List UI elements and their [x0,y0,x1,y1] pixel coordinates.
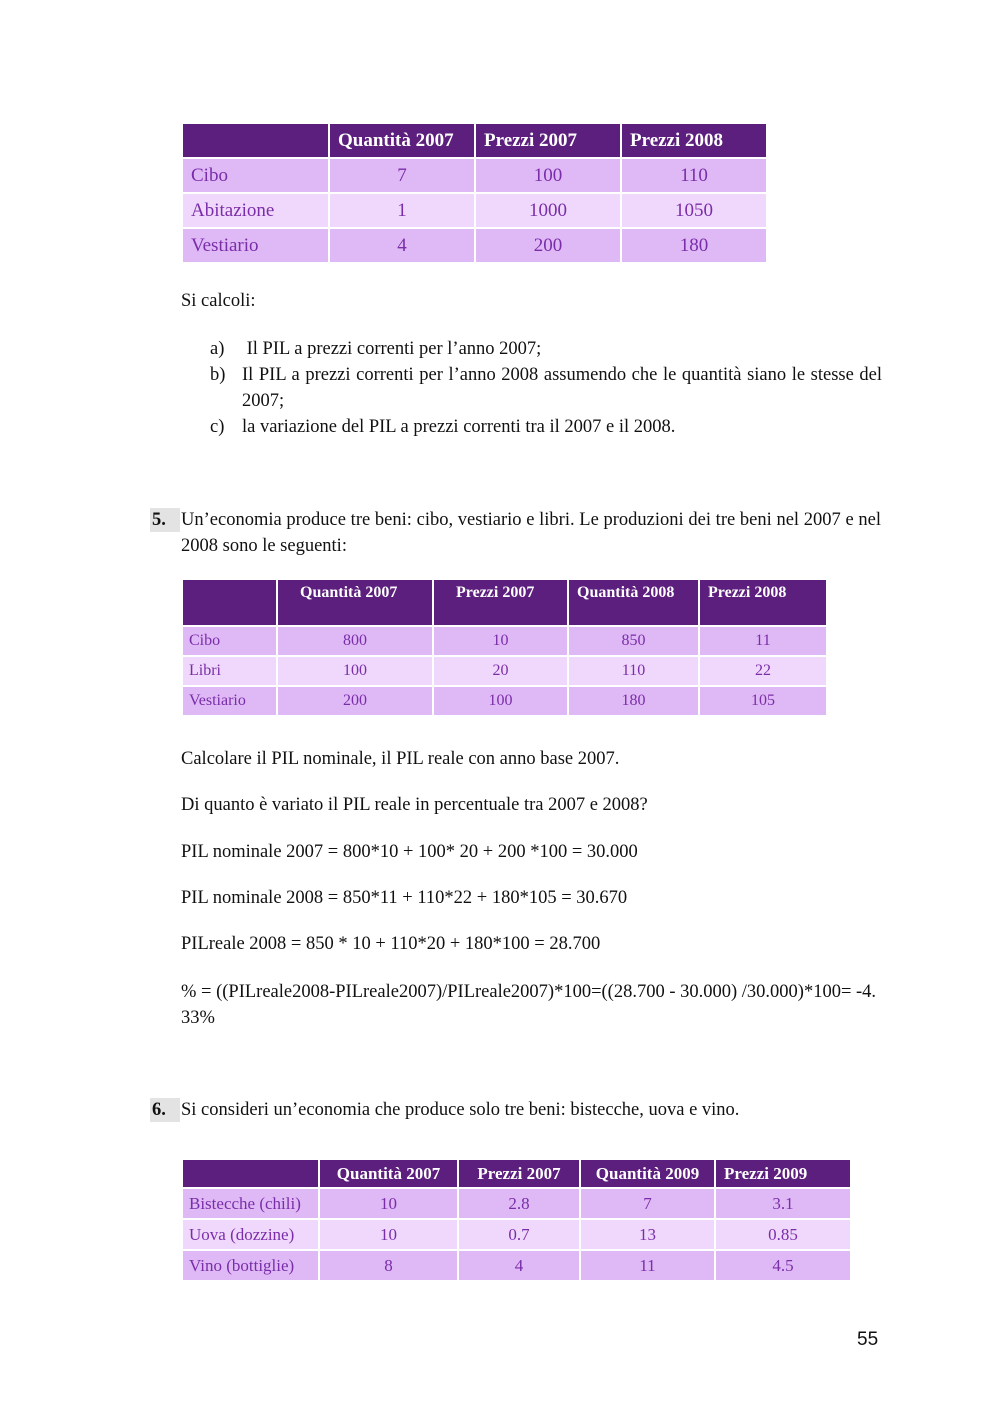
row-label: Libri [183,656,277,686]
table-goods-2007-2008-quantities [183,580,826,715]
table-header-cell: Quantità 2007 [319,1160,458,1188]
table-cell: 800 [277,626,433,656]
table-header-cell: Quantità 2008 [568,580,699,626]
table-cell: 180 [568,686,699,715]
table-header-cell: Quantità 2009 [580,1160,715,1188]
formula-line: PIL nominale 2008 = 850*11 + 110*22 + 180*105 = 30.670 [181,888,628,908]
table-cell: 10 [319,1188,458,1219]
table-header-cell: Prezzi 2008 [699,580,826,626]
table-row [183,656,826,686]
table-header-cell: Prezzi 2007 [458,1160,580,1188]
table-row [183,626,826,656]
question-number: 5. [150,508,180,532]
table-cell: 20 [433,656,568,686]
list-item-text: Il PIL a prezzi correnti per l’anno 2008 assumendo che le quantità siano le stesse del 2007; [242,365,882,411]
list-item-text: la variazione del PIL a prezzi correnti tra il 2007 e il 2008. [242,417,676,437]
table-cell: 4.5 [715,1250,850,1280]
row-label: Vestiario [183,228,329,262]
table-goods-2007-2008 [183,124,766,262]
table-cell: 11 [699,626,826,656]
row-label: Vestiario [183,686,277,715]
row-label: Bistecche (chili) [183,1188,319,1219]
table-header-cell: Quantità 2007 [329,124,475,158]
table-cell: 10 [319,1219,458,1250]
table-cell: 7 [580,1188,715,1219]
row-label: Uova (dozzine) [183,1219,319,1250]
row-label: Vino (bottiglie) [183,1250,319,1280]
table-cell: 13 [580,1219,715,1250]
row-label: Abitazione [183,193,329,228]
table-cell: 100 [433,686,568,715]
table-header-cell: Prezzi 2009 [715,1160,850,1188]
table-cell: 180 [621,228,766,262]
list-letter: c) [210,417,225,437]
table-header-cell: Quantità 2007 [277,580,433,626]
table-row [183,1219,850,1250]
row-label: Cibo [183,158,329,193]
formula-line: PIL nominale 2007 = 800*10 + 100* 20 + 200 *100 = 30.000 [181,842,638,862]
table-cell: 4 [458,1250,580,1280]
table-cell: 22 [699,656,826,686]
table-cell: 4 [329,228,475,262]
table-row [183,1188,850,1219]
table-cell: 8 [319,1250,458,1280]
table-header-cell: Prezzi 2008 [621,124,766,158]
table-cell: 110 [621,158,766,193]
table-cell: 0.7 [458,1219,580,1250]
list-letter: a) [210,339,225,359]
formula-line: PILreale 2008 = 850 * 10 + 110*20 + 180*100 = 28.700 [181,934,601,954]
table-cell: 850 [568,626,699,656]
table-row [183,193,766,228]
table-cell: 100 [277,656,433,686]
table-row [183,1250,850,1280]
question-number: 6. [150,1098,180,1122]
table-row [183,158,766,193]
table-cell: 10 [433,626,568,656]
table-row [183,686,826,715]
prompt-calcoli: Si calcoli: [181,291,256,311]
table-header-row [183,124,766,158]
list-item-text: Il PIL a prezzi correnti per l’anno 2007; [242,339,542,359]
table-cell: 7 [329,158,475,193]
table-cell: 0.85 [715,1219,850,1250]
table-cell: 11 [580,1250,715,1280]
table-cell: 105 [699,686,826,715]
formula-line: % = ((PILreale2008-PILreale2007)/PILreale2007)*100=((28.700 - 30.000) /30.000)*100= -4.33% [181,982,877,1028]
table-header-cell: Prezzi 2007 [433,580,568,626]
question-text: Si consideri un’economia che produce solo tre beni: bistecche, uova e vino. [181,1100,740,1120]
question-line: Calcolare il PIL nominale, il PIL reale con anno base 2007. [181,749,620,769]
table-header-cell [183,124,329,158]
table-header-row [183,1160,850,1188]
table-cell: 1000 [475,193,621,228]
list-letter: b) [210,365,226,385]
table-cell: 200 [475,228,621,262]
table-cell: 200 [277,686,433,715]
question-line: Di quanto è variato il PIL reale in percentuale tra 2007 e 2008? [181,795,648,815]
table-header-cell: Prezzi 2007 [475,124,621,158]
table-goods-2007-2009 [183,1160,850,1280]
table-cell: 110 [568,656,699,686]
table-header-row [183,580,826,626]
table-cell: 3.1 [715,1188,850,1219]
table-cell: 1050 [621,193,766,228]
table-row [183,228,766,262]
table-header-cell [183,1160,319,1188]
page-number: 55 [857,1329,879,1350]
row-label: Cibo [183,626,277,656]
table-cell: 1 [329,193,475,228]
table-header-cell [183,580,277,626]
table-cell: 2.8 [458,1188,580,1219]
table-cell: 100 [475,158,621,193]
question-text: Un’economia produce tre beni: cibo, vestiario e libri. Le produzioni dei tre beni nel 2007 e nel 2008 sono le seguenti: [181,510,881,556]
